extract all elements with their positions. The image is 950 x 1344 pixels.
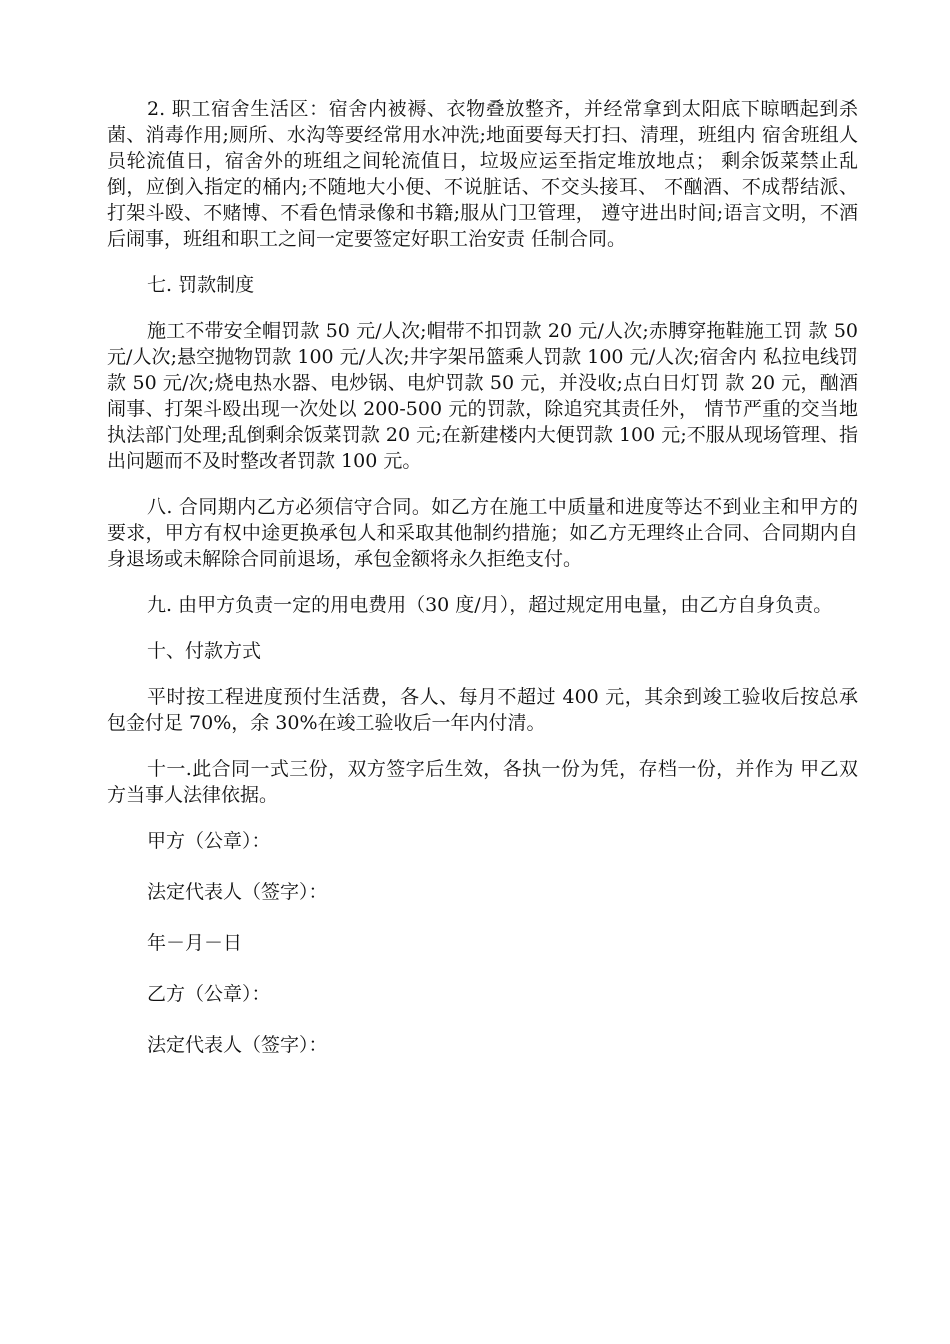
signature-party-b-representative: 法定代表人（签字）： — [147, 1034, 328, 1056]
signature-party-a-representative: 法定代表人（签字）： — [147, 881, 328, 903]
paragraph-payment-details: 平时按工程进度预付生活费，各人、每月不超过 400 元，其余到竣工验收后按总承包金付足 70%，余 30%在竣工验收后一年内付清。 — [107, 686, 858, 734]
heading-penalty-system: 七. 罚款制度 — [147, 274, 255, 296]
paragraph-dormitory-rules: 2. 职工宿舍生活区：宿舍内被褥、衣物叠放整齐，并经常拿到太阳底下晾晒起到杀菌、消毒作用;厕所、水沟等要经常用水冲洗;地面要每天打扫、清理，班组内 宿舍班组人员轮流值日，宿舍外的班组之间轮流值日，垃圾应运至指定堆放地点； 剩余饭菜禁止乱倒，应倒入指定的桶内;不随地大小便、不说脏话、不交头接耳、 不酗酒、不成帮结派、打架斗殴、不赌博、不看色情录像和书籍;服从门卫管理， 遵守进出时间;语言文明，不酒后闹事，班组和职工之间一定要签定好职工治安责 任制合同。 — [107, 98, 858, 250]
paragraph-contract-compliance: 八. 合同期内乙方必须信守合同。如乙方在施工中质量和进度等达不到业主和甲方的要求，甲方有权中途更换承包人和采取其他制约措施；如乙方无理终止合同、合同期内自身退场或未解除合同前退场，承包金额将永久拒绝支付。 — [107, 496, 858, 570]
heading-payment-method: 十、付款方式 — [147, 640, 262, 662]
paragraph-electricity-fee: 九. 由甲方负责一定的用电费用（30 度/月），超过规定用电量，由乙方自身负责。 — [147, 594, 833, 616]
signature-party-a-seal: 甲方（公章）： — [147, 830, 271, 852]
paragraph-penalty-details: 施工不带安全帽罚款 50 元/人次;帽带不扣罚款 20 元/人次;赤膊穿拖鞋施工罚 款 50 元/人次;悬空抛物罚款 100 元/人次;井字架吊篮乘人罚款 100 元/人次;宿舍内 私拉电线罚款 50 元/次;烧电热水器、电炒锅、电炉罚款 50 元，并没收;点白日灯罚 款 20 元，酗酒闹事、打架斗殴出现一次处以 200-500 元的罚款，除追究其责任外， 情节严重的交当地执法部门处理;乱倒剩余饭菜罚款 20 元;在新建楼内大便罚款 100 元;不服从现场管理、指出问题而不及时整改者罚款 100 元。 — [107, 320, 858, 472]
signature-party-b-seal: 乙方（公章）： — [147, 983, 271, 1005]
signature-date: 年－月－日 — [147, 932, 243, 954]
paragraph-contract-copies: 十一.此合同一式三份，双方签字后生效，各执一份为凭，存档一份，并作为 甲乙双方当事人法律依据。 — [107, 758, 858, 806]
